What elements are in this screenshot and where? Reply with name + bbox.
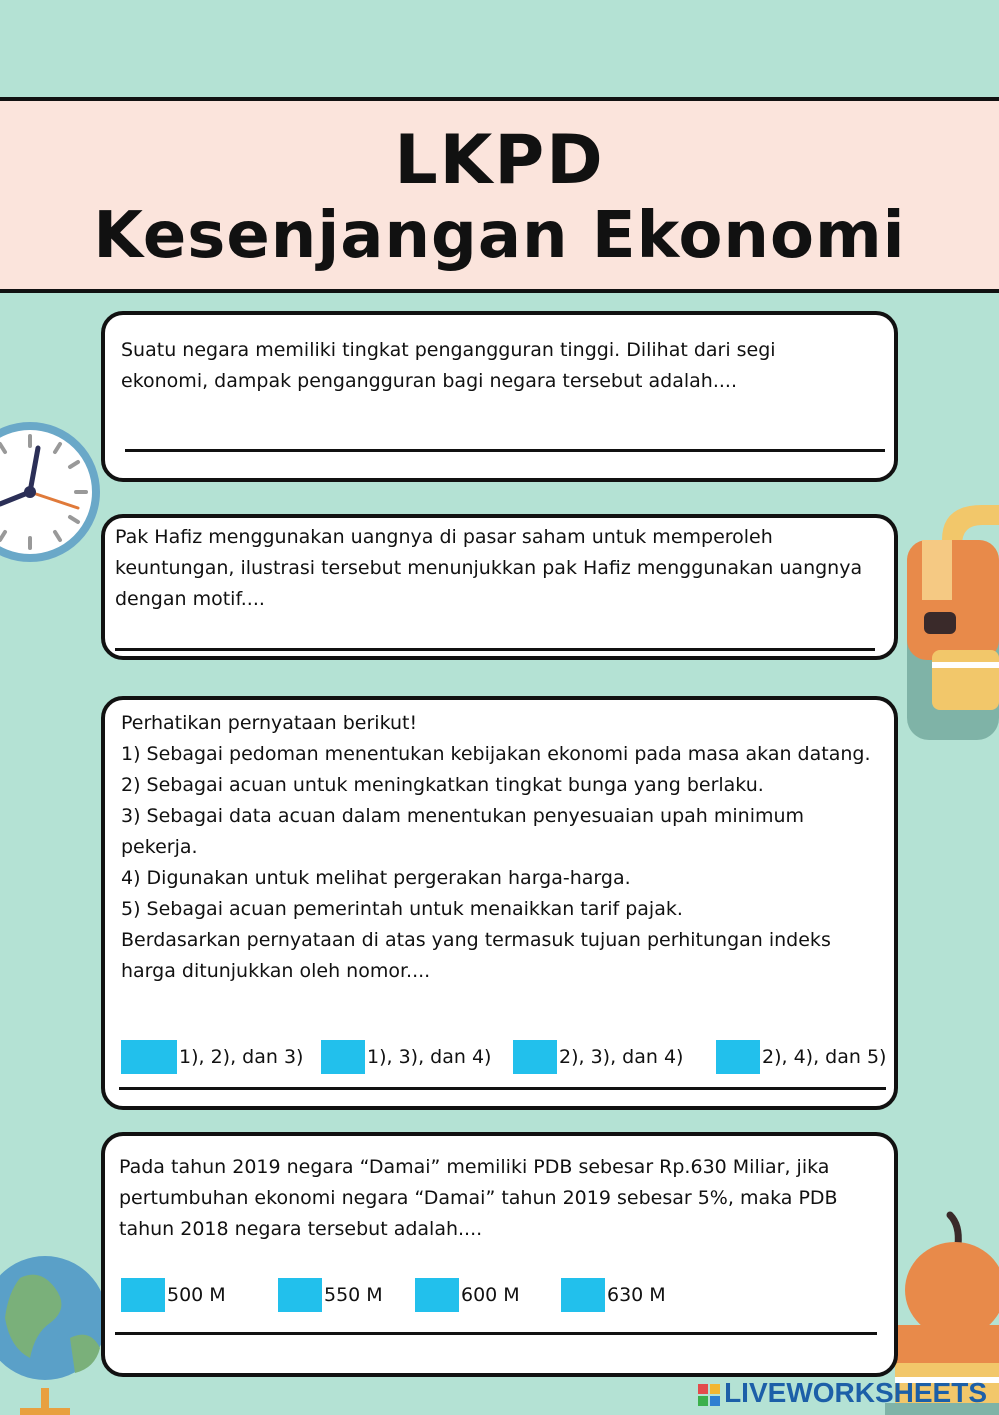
answer-checkbox[interactable]	[321, 1040, 365, 1074]
statement-3: 3) Sebagai data acuan dalam menentukan penyesuaian upah minimum pekerja.	[121, 805, 805, 858]
brand-text: LIVEWORKSHEETS	[724, 1377, 987, 1408]
q3-option-d[interactable]	[716, 1040, 886, 1074]
page-title: LKPD	[394, 121, 605, 200]
answer-checkbox[interactable]	[716, 1040, 760, 1074]
answer-line-2[interactable]	[115, 648, 875, 651]
question-card-3	[101, 696, 898, 1110]
question-3-prompt: Berdasarkan pernyataan di atas yang termasuk tujuan perhitungan indeks harga ditunjukkan oleh nomor....	[121, 929, 831, 982]
q4-option-a[interactable]	[121, 1278, 226, 1312]
title-banner	[0, 97, 999, 293]
clock-illustration	[0, 422, 100, 562]
question-card-4	[101, 1132, 898, 1377]
q3-option-b[interactable]	[321, 1040, 491, 1074]
page-subtitle: Kesenjangan Ekonomi	[93, 199, 906, 273]
option-label: 630 M	[607, 1284, 666, 1306]
statement-5: 5) Sebagai acuan pemerintah untuk menaikkan tarif pajak.	[121, 898, 683, 920]
q3-option-c[interactable]	[513, 1040, 683, 1074]
question-1-text: Suatu negara memiliki tingkat pengangguran tinggi. Dilihat dari segi ekonomi, dampak pengangguran bagi negara tersebut adalah....	[121, 339, 776, 392]
answer-line-3	[119, 1087, 886, 1090]
question-card-2	[101, 514, 898, 660]
answer-checkbox[interactable]	[415, 1278, 459, 1312]
answer-checkbox[interactable]	[121, 1040, 177, 1074]
option-label: 2), 4), dan 5)	[762, 1046, 887, 1068]
q4-option-b[interactable]	[278, 1278, 383, 1312]
answer-checkbox[interactable]	[561, 1278, 605, 1312]
answer-line-1[interactable]	[125, 449, 885, 452]
question-3-intro: Perhatikan pernyataan berikut!	[121, 712, 418, 734]
question-card-1	[101, 311, 898, 482]
question-2-text: Pak Hafiz menggunakan uangnya di pasar saham untuk memperoleh keuntungan, ilustrasi tersebut menunjukkan pak Hafiz menggunakan uangnya dengan motif....	[115, 526, 863, 610]
answer-checkbox[interactable]	[513, 1040, 557, 1074]
answer-checkbox[interactable]	[278, 1278, 322, 1312]
option-label: 600 M	[461, 1284, 520, 1306]
q4-option-d[interactable]	[561, 1278, 666, 1312]
option-label: 1), 3), dan 4)	[367, 1046, 492, 1068]
q3-option-a[interactable]	[121, 1040, 303, 1074]
statement-4: 4) Digunakan untuk melihat pergerakan harga-harga.	[121, 867, 631, 889]
option-label: 500 M	[167, 1284, 226, 1306]
question-3-body	[121, 708, 871, 987]
q4-option-c[interactable]	[415, 1278, 520, 1312]
statement-1: 1) Sebagai pedoman menentukan kebijakan ekonomi pada masa akan datang.	[121, 743, 871, 765]
liveworksheets-brand	[698, 1377, 987, 1409]
answer-line-4	[115, 1332, 877, 1335]
statement-2: 2) Sebagai acuan untuk meningkatkan tingkat bunga yang berlaku.	[121, 774, 764, 796]
option-label: 1), 2), dan 3)	[179, 1046, 304, 1068]
liveworksheets-logo-icon	[698, 1384, 720, 1406]
question-4-text: Pada tahun 2019 negara “Damai” memiliki PDB sebesar Rp.630 Miliar, jika pertumbuhan ekonomi negara “Damai” tahun 2019 sebesar 5%, maka PDB tahun 2018 negara tersebut adalah....	[119, 1156, 838, 1240]
option-label: 2), 3), dan 4)	[559, 1046, 684, 1068]
answer-checkbox[interactable]	[121, 1278, 165, 1312]
backpack-illustration	[902, 500, 999, 740]
option-label: 550 M	[324, 1284, 383, 1306]
